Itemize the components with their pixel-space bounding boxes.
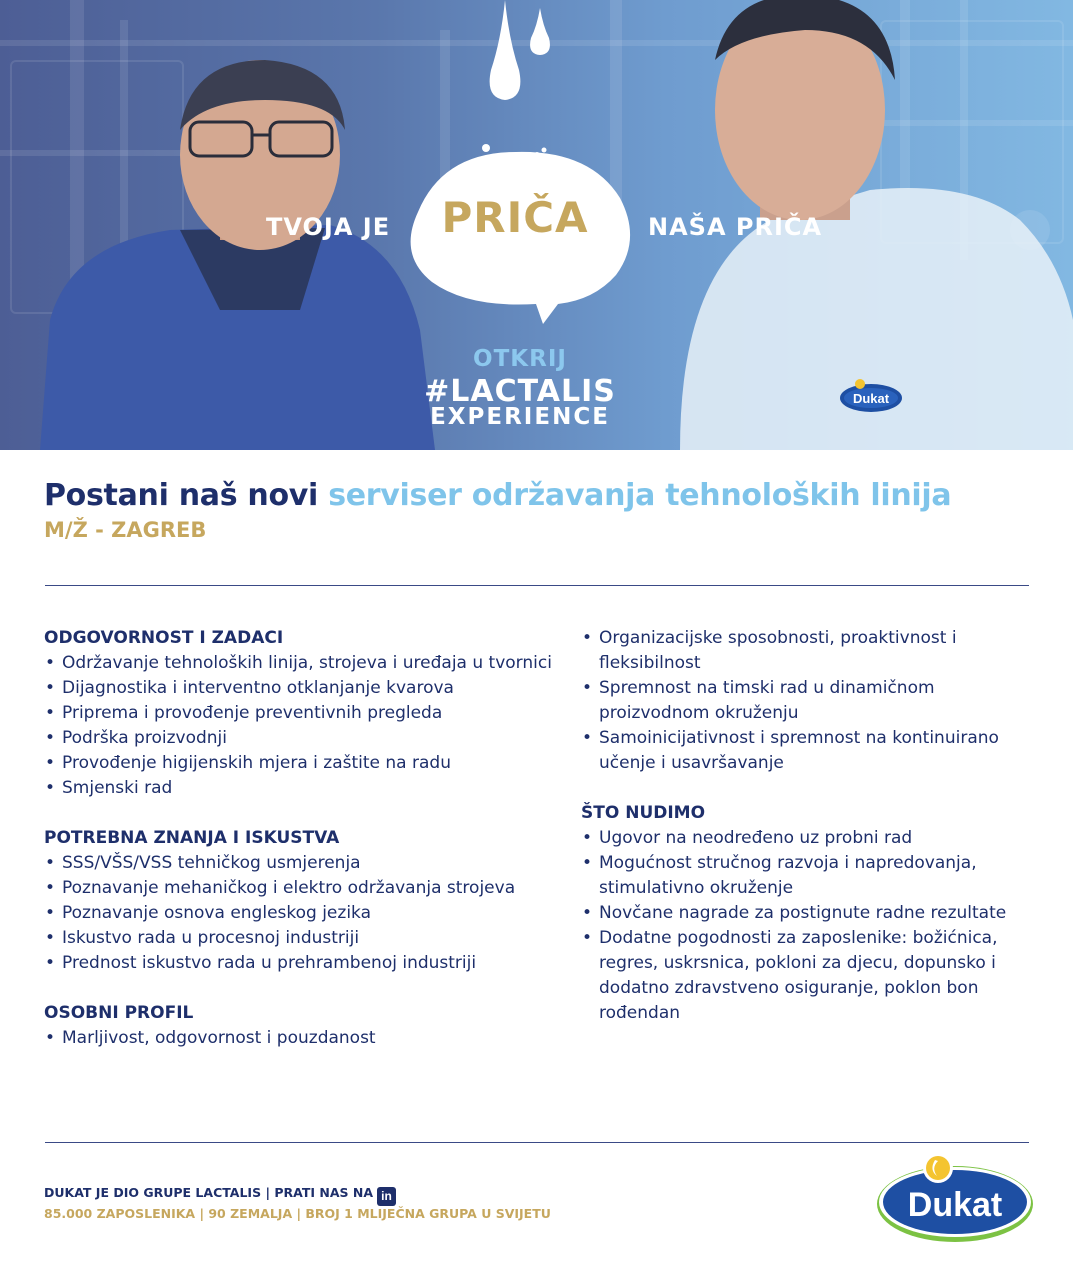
right-column — [581, 626, 1041, 1051]
footer-follow-line — [44, 1185, 396, 1206]
job-title — [44, 478, 951, 513]
list-item: • Dodatne pogodnosti za zaposlenike: božićnica, regres, uskrsnica, pokloni za djecu, dopunsko i dodatno zdravstveno osiguranje, poklon bon rođendan — [581, 926, 1041, 1026]
job-title-prefix: Postani naš novi — [44, 478, 319, 513]
section-personal-profile — [44, 1001, 564, 1051]
hero-right-text: NAŠA PRIČA — [648, 213, 823, 241]
badge-text: Dukat — [852, 391, 890, 406]
section-offer — [581, 801, 1041, 1026]
list-item: • Održavanje tehnoloških linija, strojeva i uređaja u tvornici — [44, 651, 564, 676]
divider-bottom — [45, 1142, 1029, 1143]
linkedin-icon[interactable]: in — [377, 1187, 396, 1206]
list-item: • Novčane nagrade za postignute radne rezultate — [581, 901, 1041, 926]
hero-banner — [0, 0, 1073, 450]
list-item: • Samoinicijativnost i spremnost na kontinuirano učenje i usavršavanje — [581, 726, 1041, 776]
hero-experience: EXPERIENCE — [430, 404, 610, 430]
list-item: • Iskustvo rada u procesnoj industriji — [44, 926, 564, 951]
list-item: • Smjenski rad — [44, 776, 564, 801]
list-item: • Ugovor na neodređeno uz probni rad — [581, 826, 1041, 851]
left-column — [44, 626, 564, 1076]
hero-hashtag: #LACTALIS — [424, 374, 616, 409]
list-item: • Dijagnostika i interventno otklanjanje kvarova — [44, 676, 564, 701]
section-requirements — [44, 826, 564, 976]
hero-otkrij: OTKRIJ — [473, 346, 567, 372]
list-item: • Podrška proizvodnji — [44, 726, 564, 751]
milk-drop-icon — [487, 0, 523, 102]
logo-text: Dukat — [907, 1186, 1003, 1224]
list-item: • Marljivost, odgovornost i pouzdanost — [44, 1026, 564, 1051]
job-title-role: serviser održavanja tehnoloških linija — [328, 478, 952, 513]
list-item: • Spremnost na timski rad u dinamičnom proizvodnom okruženju — [581, 676, 1041, 726]
dukat-logo — [875, 1152, 1035, 1244]
list-item: • Organizacijske sposobnosti, proaktivnost i fleksibilnost — [581, 626, 1041, 676]
divider-top — [45, 585, 1029, 586]
list-item: • Priprema i provođenje preventivnih pregleda — [44, 701, 564, 726]
section-responsibilities — [44, 626, 564, 801]
list-item: • Mogućnost stručnog razvoja i napredovanja, stimulativno okruženje — [581, 851, 1041, 901]
section-heading: OSOBNI PROFIL — [44, 1003, 194, 1023]
hero-left-text: TVOJA JE — [266, 213, 391, 241]
footer-stats: 85.000 ZAPOSLENIKA | 90 ZEMALJA | BROJ 1 MLIJEČNA GRUPA U SVIJETU — [44, 1206, 551, 1221]
section-profile-continued — [581, 626, 1041, 776]
list-item: • SSS/VŠS/VSS tehničkog usmjerenja — [44, 851, 564, 876]
section-heading: ŠTO NUDIMO — [581, 803, 706, 823]
milk-drop-icon — [528, 8, 552, 56]
list-item: • Prednost iskustvo rada u prehrambenoj industriji — [44, 951, 564, 976]
section-heading: ODGOVORNOST I ZADACI — [44, 628, 284, 648]
list-item: • Poznavanje mehaničkog i elektro održavanja strojeva — [44, 876, 564, 901]
footer-follow-text: DUKAT JE DIO GRUPE LACTALIS | PRATI NAS NA — [44, 1185, 374, 1200]
hero-bubble-text: PRIČA — [441, 193, 589, 242]
job-location: M/Ž - ZAGREB — [44, 518, 207, 542]
dukat-coat-badge — [838, 378, 904, 414]
list-item: • Poznavanje osnova engleskog jezika — [44, 901, 564, 926]
section-heading: POTREBNA ZNANJA I ISKUSTVA — [44, 828, 340, 848]
list-item: • Provođenje higijenskih mjera i zaštite na radu — [44, 751, 564, 776]
